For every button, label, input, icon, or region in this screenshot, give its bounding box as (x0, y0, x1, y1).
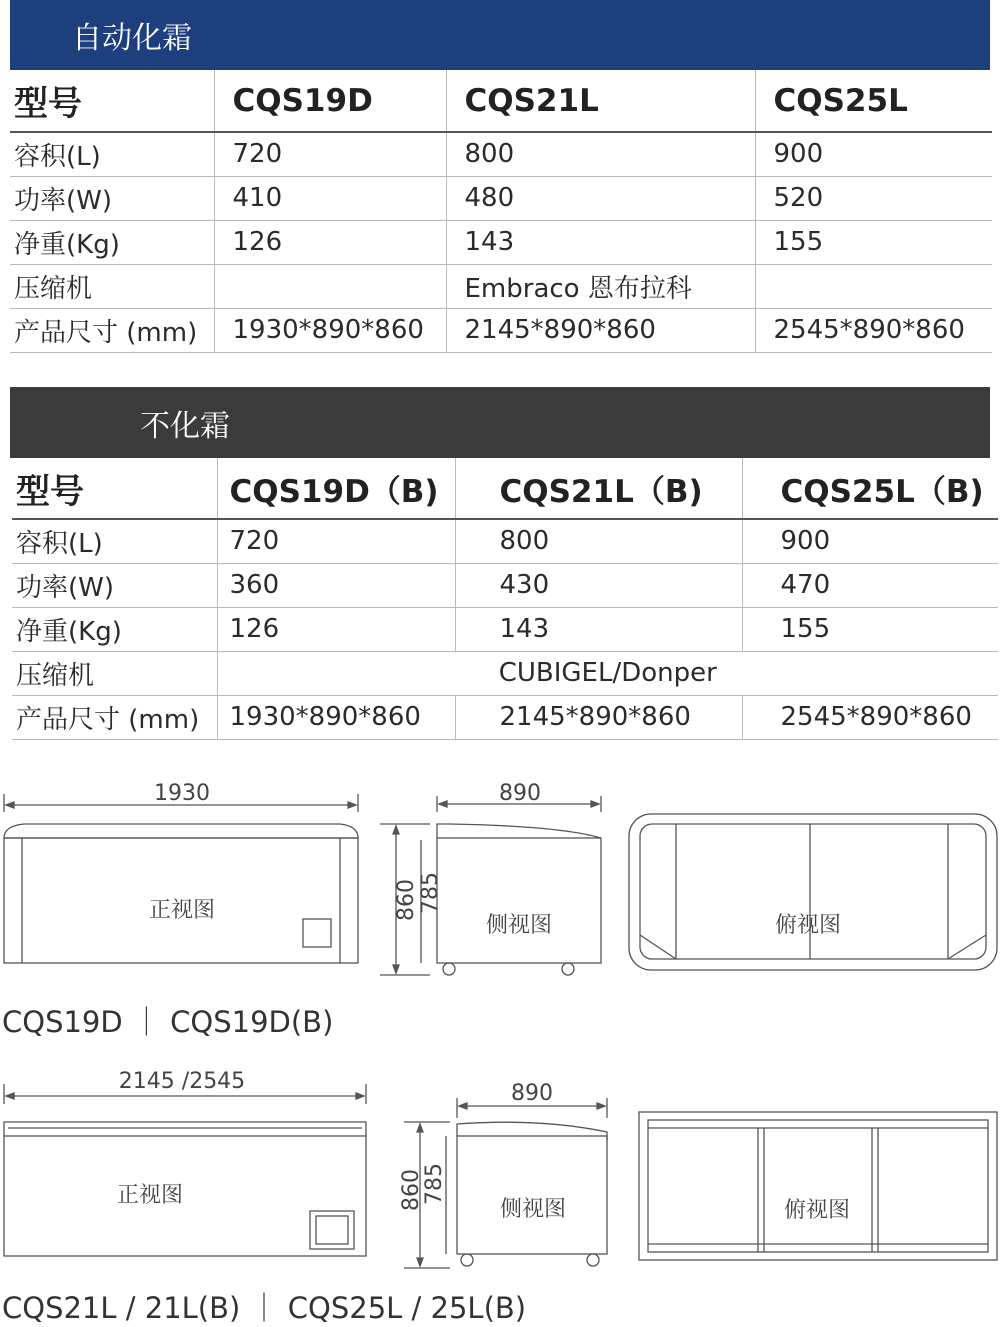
row-label: 容积(L) (10, 132, 214, 176)
value-cell: 360 (217, 563, 455, 607)
drawing1-caption: CQS19D ｜ CQS19D(B) (2, 1005, 334, 1039)
row-label: 产品尺寸 (mm) (12, 695, 217, 739)
value-cell: 800 (446, 132, 755, 176)
merged-value-cell: CUBIGEL/Donper (217, 651, 998, 695)
value-cell: 143 (446, 220, 755, 264)
value-cell: 470 (742, 563, 998, 607)
table-row (12, 563, 998, 607)
value-cell (214, 264, 446, 308)
section1-title: 自动化霜 (72, 21, 192, 56)
table-row (12, 607, 998, 651)
row-label: 净重(Kg) (10, 220, 214, 264)
row-label: 净重(Kg) (12, 607, 217, 651)
section2-title: 不化霜 (140, 408, 230, 444)
value-cell: 720 (217, 519, 455, 563)
width-label: 1930 (154, 781, 210, 806)
top-view-1 (629, 814, 997, 970)
table-row (10, 176, 992, 220)
model-cell: CQS21L（B) (455, 458, 742, 519)
value-cell: 155 (755, 220, 992, 264)
section2-banner (10, 387, 990, 458)
top-view-2 (639, 1112, 997, 1260)
model-cell: CQS21L (446, 70, 755, 132)
spec-table-auto-defrost (10, 70, 992, 353)
table-row (10, 132, 992, 176)
technical-drawings (0, 760, 1002, 1324)
value-cell: Embraco 恩布拉科 (446, 264, 755, 308)
width-label: 2145 /2545 (118, 1069, 246, 1094)
model-cell: CQS25L（B) (742, 458, 998, 519)
side-view-label: 侧视图 (499, 1197, 567, 1222)
row-label: 功率(W) (12, 563, 217, 607)
value-cell: 900 (755, 132, 992, 176)
header-label: 型号 (10, 70, 214, 132)
value-cell: 1930*890*860 (217, 695, 455, 739)
top-view-label: 俯视图 (783, 1198, 851, 1223)
value-cell: 520 (755, 176, 992, 220)
value-cell (755, 264, 992, 308)
value-cell: 720 (214, 132, 446, 176)
value-cell: 126 (214, 220, 446, 264)
table-row (12, 519, 998, 563)
table-header-row (10, 70, 992, 132)
front-view-1 (4, 781, 358, 963)
value-cell: 800 (455, 519, 742, 563)
model-cell: CQS19D (214, 70, 446, 132)
header-label: 型号 (12, 458, 217, 519)
height-outer-label: 860 (399, 1169, 424, 1211)
front-view-2 (4, 1069, 366, 1256)
value-cell: 1930*890*860 (214, 308, 446, 352)
top-view-label: 俯视图 (774, 913, 842, 938)
value-cell: 143 (455, 607, 742, 651)
model-cell: CQS19D（B) (217, 458, 455, 519)
front-view-label: 正视图 (148, 898, 216, 923)
height-inner-label: 785 (418, 872, 443, 914)
table-row (12, 651, 998, 695)
value-cell: 480 (446, 176, 755, 220)
row-label: 功率(W) (10, 176, 214, 220)
table-row (12, 695, 998, 739)
value-cell: 2145*890*860 (455, 695, 742, 739)
side-view-label: 侧视图 (485, 913, 553, 938)
value-cell: 2145*890*860 (446, 308, 755, 352)
spec-table-no-defrost (12, 458, 998, 740)
section1-banner (10, 0, 990, 70)
value-cell: 126 (217, 607, 455, 651)
drawing2-caption: CQS21L / 21L(B) ｜ CQS25L / 25L(B) (2, 1291, 527, 1325)
value-cell: 900 (742, 519, 998, 563)
model-cell: CQS25L (755, 70, 992, 132)
value-cell: 2545*890*860 (755, 308, 992, 352)
side-view-1 (380, 781, 601, 975)
value-cell: 155 (742, 607, 998, 651)
front-view-label: 正视图 (116, 1183, 184, 1208)
depth-label: 890 (499, 781, 541, 806)
height-outer-label: 860 (394, 879, 419, 921)
row-label: 压缩机 (10, 264, 214, 308)
side-view-2 (399, 1081, 607, 1268)
table-row (10, 264, 992, 308)
value-cell: 430 (455, 563, 742, 607)
row-label: 容积(L) (12, 519, 217, 563)
height-inner-label: 785 (422, 1163, 447, 1205)
table-row (10, 308, 992, 352)
depth-label: 890 (511, 1081, 553, 1106)
value-cell: 410 (214, 176, 446, 220)
row-label: 产品尺寸 (mm) (10, 308, 214, 352)
row-label: 压缩机 (12, 651, 217, 695)
table-header-row (12, 458, 998, 519)
value-cell: 2545*890*860 (742, 695, 998, 739)
table-row (10, 220, 992, 264)
